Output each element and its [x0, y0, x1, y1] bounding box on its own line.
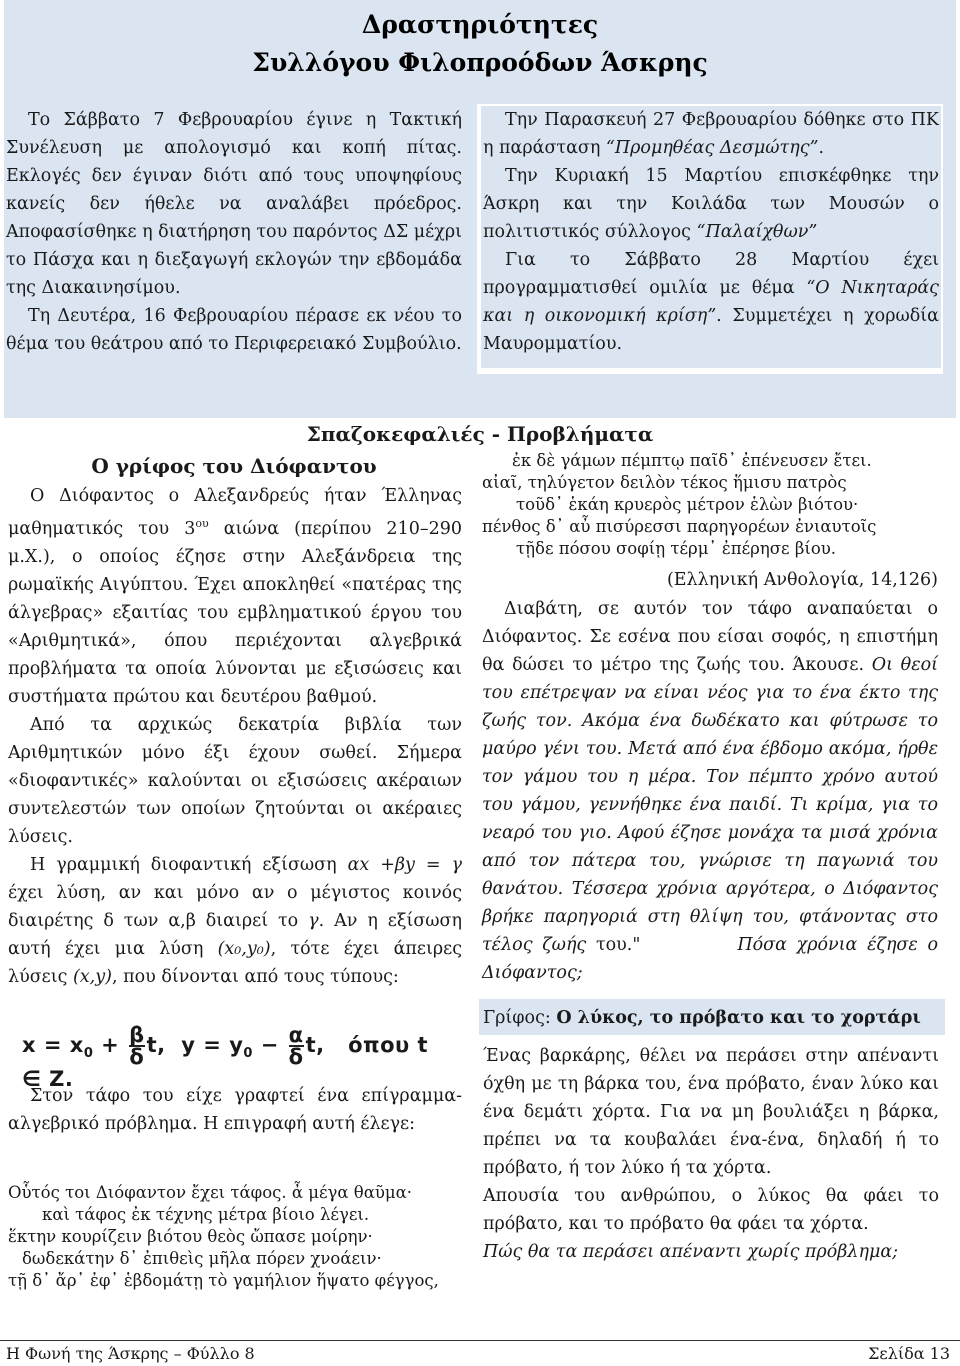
- diophantine-formula: $x = x_0$ + $\frac{\beta}{\delta}$ t, $y = y_0$ − $\frac{\alpha}{\delta}$ t, όπου t ∈ Z.: [22, 1023, 429, 1091]
- section-title: Σπαζοκεφαλιές - Προβλήματα: [306, 422, 654, 446]
- activities-right-column: [483, 106, 939, 358]
- epigram-line: τῇδε πόσου σοφίῃ τέρμ᾽ ἐπέρησε βίου.: [516, 539, 837, 558]
- epigram-line: τῇ δ᾽ ἄρ᾽ ἐφ᾽ ἑβδομάτῃ τὸ γαμήλιον ἥψατο φέγγος,: [8, 1271, 439, 1290]
- activities-paragraph-4: Την Κυριακή 15 Μαρτίου επισκέφθηκε την Άσκρη και την Κοιλάδα των Μουσών ο πολιτιστικός σύλλογος “Παλαίχθων”: [483, 166, 939, 242]
- diophantus-heading: Ο γρίφος του Διόφαντου: [91, 454, 377, 478]
- title-line-1: Δραστηριότητες: [361, 10, 599, 39]
- epigram-line: Οὗτός τοι Διόφαντον ἔχει τάφος. ἆ μέγα θαῦμα·: [8, 1183, 412, 1202]
- activities-paragraph-2: Τη Δευτέρα, 16 Φεβρουαρίου πέρασε εκ νέου το θέμα του θεάτρου από το Περιφερειακό Συμβούλιο.: [6, 306, 462, 354]
- epigram-line: ἐκ δὲ γάμων πέμπτῳ παῖδ᾽ ἐπένευσεν ἔτει.: [512, 451, 872, 470]
- riddle-title: Γρίφος: Ο λύκος, το πρόβατο και το χορτάρι: [483, 1008, 921, 1028]
- activities-paragraph-3: Την Παρασκευή 27 Φεβρουαρίου δόθηκε στο ΠΚ η παράσταση “Προμηθέας Δεσμώτης”.: [483, 110, 939, 158]
- diophantus-paragraph-1: Ο Διόφαντος ο Αλεξανδρεύς ήταν Έλληνας μαθηματικός του $3^{o\upsilon}$ αιώνα (περίπου 210–290 μ.Χ.), ο οποίος έζησε στην Αλεξάνδρεια της ρωμαϊκής Αιγύπτου. Έχει αποκληθεί «πατέρας της άλγεβρας» εξαιτίας του εμβληματικού έργου του «Αριθμητικά», όπου περιέχονται αλγεβρικά προβλήματα τα οποία λύνονται με εξισώσεις και συστήματα πρώτου και δευτέρου βαθμού.: [8, 486, 462, 707]
- riddle-question: Πώς θα τα περάσει απέναντι χωρίς πρόβλημα;: [483, 1242, 899, 1262]
- diophantus-paragraph-3: Η γραμμική διοφαντική εξίσωση αx +βy = γ έχει λύση, αν και μόνο αν ο μέγιστος κοινός διαιρέτης δ των α,β διαιρεί το γ. Αν η εξίσωση αυτή έχει μια λύση (x₀,y₀), τότε έχει άπειρες λύσεις (x,y), που δίνονται από τους τύπους:: [8, 854, 463, 987]
- footer-page-number: Σελίδα 13: [868, 1344, 950, 1363]
- riddle-paragraph-2: Απουσία του ανθρώπου, ο λύκος θα φάει το πρόβατο, και το πρόβατο θα φάει τα χόρτα.: [483, 1186, 939, 1234]
- epigram-source: (Ελληνική Ανθολογία, 14,126): [666, 570, 938, 590]
- diophantus-paragraph-4: Στον τάφο του είχε γραφτεί ένα επίγραμμα-αλγεβρικό πρόβλημα. Η επιγραφή αυτή έλεγε:: [8, 1086, 462, 1134]
- riddle-text: [483, 1042, 939, 1266]
- epigram-right: [482, 450, 942, 560]
- epigram-translation: [482, 595, 938, 987]
- epigram-line: καὶ τάφος ἐκ τέχνης μέτρα βίοιο λέγει.: [42, 1205, 370, 1224]
- activities-left-column: [6, 106, 462, 358]
- footer-publication: Η Φωνή της Άσκρης – Φύλλο 8: [6, 1344, 255, 1363]
- translation-paragraph: Διαβάτη, σε αυτόν τον τάφο αναπαύεται ο Διόφαντος. Σε εσένα που είσαι σοφός, η επιστήμη θα δώσει το μέτρο της ζωής του. Άκουσε. Οι θεοί του επέτρεψαν να είναι νέος για το ένα έκτο της ζωής τον. Ακόμα ένα δωδέκατο και φύτρωσε το μαύρο γένι του. Μετά από ένα έβδομο ακόμα, ήρθε τον γάμου του η μέρα. Τον πέμπτο χρόνο αυτού του γάμου, γεννήθηκε ένα παιδί. Τι κρίμα, για το νεαρό του γιο. Αφού έζησε μονάχα τα μισά χρόνια από τον πάτερα του, γνώρισε τη παγωνιά του θανάτου. Τέσσερα χρόνια αργότερα, ο Διόφαντος βρήκε παρηγοριά στη θλίψη του, φτάνοντας στο τέλος ζωής του." Πόσα χρόνια έζησε ο Διόφαντος;: [482, 599, 938, 983]
- epigram-left: [8, 1182, 468, 1292]
- epigram-line: τοῦδ᾽ ἑκάη κρυερὸς μέτρον ἑλὼν βιότου·: [516, 495, 859, 514]
- epigram-line: ἕκτην κουρίζειν βιότου θεὸς ὤπασε μοίρην·: [8, 1227, 373, 1246]
- activities-paragraph-5: Για το Σάββατο 28 Μαρτίου έχει προγραμματισθεί ομιλία με θέμα “Ο Νικηταράς και η οικονομική κρίση”. Συμμετέχει η χορωδία Μαυρομματίου.: [483, 250, 939, 354]
- page-title: [0, 6, 960, 82]
- epigram-intro: [8, 1082, 462, 1138]
- epigram-line: αἰαῖ, τηλύγετον δειλὸν τέκος ἥμισυ πατρὸς: [482, 473, 847, 492]
- epigram-line: πένθος δ᾽ αὖ πισύρεσσι παρηγορέων ἐνιαυτοῖς: [482, 517, 877, 536]
- activities-paragraph-1: Το Σάββατο 7 Φεβρουαρίου έγινε η Τακτική Συνέλευση με απολογισμό και κοπή πίτας. Εκλογές δεν έγιναν διότι από τους υποψηφίους κανείς δεν ήθελε να αναλάβει πρόεδρος. Αποφασίσθηκε η διατήρηση του παρόντος ΔΣ μέχρι το Πάσχα και η διεξαγωγή εκλογών την εβδομάδα της Διακαινησίμου.: [6, 110, 462, 298]
- riddle-paragraph-1: Ένας βαρκάρης, θέλει να περάσει στην απέναντι όχθη με τη βάρκα του, ένα πρόβατο, έναν λύκο και ένα δεμάτι χόρτα. Για να μη βουλιάξει η βάρκα, πρέπει να τα κουβαλάει ένα-ένα, δηλαδή ή το πρόβατο, ή τον λύκο ή τα χόρτα.: [483, 1046, 939, 1178]
- diophantus-paragraph-2: Από τα αρχικώς δεκατρία βιβλία των Αριθμητικών μόνο έξι έχουν σωθεί. Σήμερα «διοφαντικές» καλούνται οι εξισώσεις ακέραιων συντελεστών των οποίων ζητούνται οι ακέραιες λύσεις.: [8, 714, 462, 847]
- title-line-2: Συλλόγου Φιλοπροόδων Άσκρης: [252, 48, 708, 77]
- diophantus-text: [8, 482, 462, 991]
- epigram-line: δωδεκάτην δ᾽ ἐπιθεὶς μῆλα πόρεν χνοάειν·: [22, 1249, 382, 1268]
- page-footer: [0, 1340, 960, 1366]
